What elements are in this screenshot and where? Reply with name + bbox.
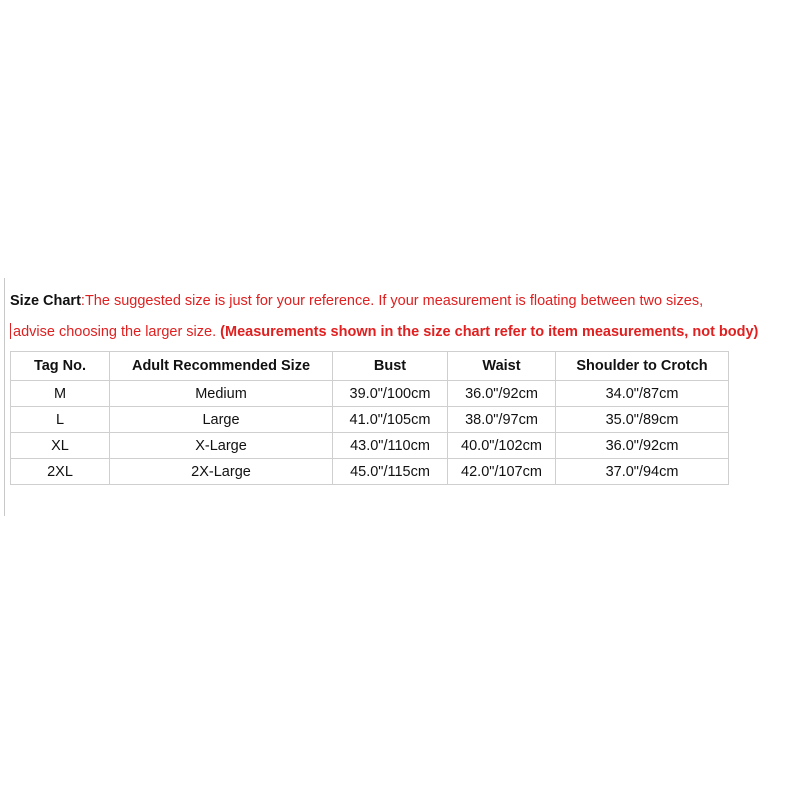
text-cursor <box>10 323 11 339</box>
cell-bust: 39.0"/100cm <box>333 381 448 407</box>
cell-size: X-Large <box>110 433 333 459</box>
cell-shoulder: 37.0"/94cm <box>556 459 729 485</box>
intro-line-1 <box>10 286 795 317</box>
cell-waist: 36.0"/92cm <box>448 381 556 407</box>
cell-bust: 45.0"/115cm <box>333 459 448 485</box>
cell-waist: 38.0"/97cm <box>448 407 556 433</box>
table-row <box>11 459 729 485</box>
measurement-note: (Measurements shown in the size chart refer to item measurements, not body) <box>220 324 759 340</box>
cell-size: Large <box>110 407 333 433</box>
cell-size: Medium <box>110 381 333 407</box>
cell-waist: 42.0"/107cm <box>448 459 556 485</box>
left-divider <box>4 278 5 516</box>
table-row <box>11 433 729 459</box>
cell-bust: 43.0"/110cm <box>333 433 448 459</box>
cell-size: 2X-Large <box>110 459 333 485</box>
header-adult-size: Adult Recommended Size <box>110 352 333 381</box>
cell-tag: L <box>11 407 110 433</box>
cell-bust: 41.0"/105cm <box>333 407 448 433</box>
intro-text-2: advise choosing the larger size. <box>13 324 221 340</box>
table-header-row <box>11 352 729 381</box>
cell-shoulder: 35.0"/89cm <box>556 407 729 433</box>
header-tag-no: Tag No. <box>11 352 110 381</box>
cell-shoulder: 36.0"/92cm <box>556 433 729 459</box>
cell-tag: XL <box>11 433 110 459</box>
size-table <box>10 351 729 485</box>
header-bust: Bust <box>333 352 448 381</box>
cell-shoulder: 34.0"/87cm <box>556 381 729 407</box>
cell-tag: 2XL <box>11 459 110 485</box>
size-chart-label: Size Chart <box>10 293 81 309</box>
size-chart-intro <box>10 286 795 348</box>
intro-text-1: :The suggested size is just for your reference. If your measurement is floating between two sizes, <box>80 293 704 309</box>
header-shoulder-to-crotch: Shoulder to Crotch <box>556 352 729 381</box>
table-row <box>11 381 729 407</box>
intro-line-2 <box>10 317 795 348</box>
cell-tag: M <box>11 381 110 407</box>
cell-waist: 40.0"/102cm <box>448 433 556 459</box>
table-row <box>11 407 729 433</box>
header-waist: Waist <box>448 352 556 381</box>
